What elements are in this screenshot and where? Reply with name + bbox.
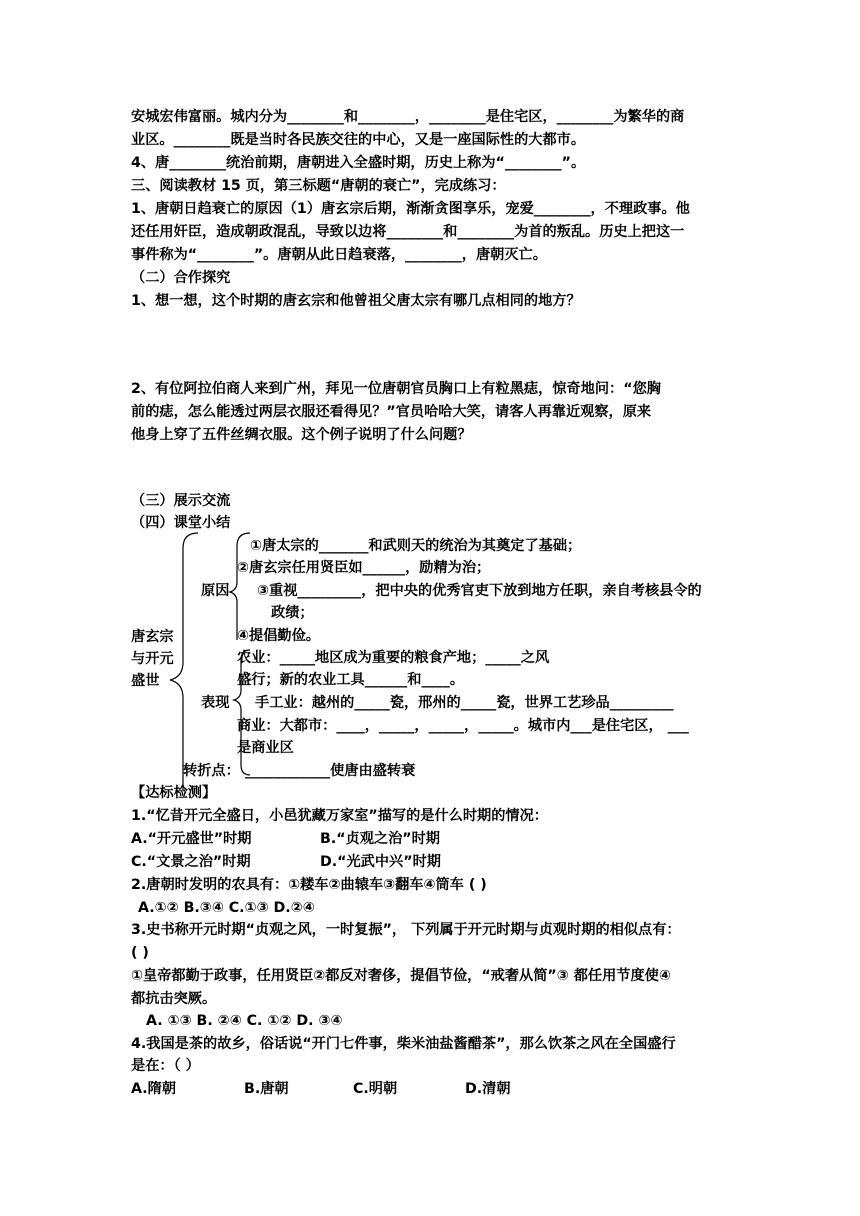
- text-line: 还任用奸臣，造成朝政混乱，导致以边将________和________为首的叛乱。历史上把这一: [131, 224, 685, 240]
- question-2-line: 他身上穿了五件丝绸衣服。这个例子说明了什么问题？: [131, 427, 472, 443]
- show-label: 表现: [201, 695, 230, 711]
- cause-item: ②唐玄宗任用贤臣如______，励精为治；: [237, 560, 491, 576]
- option-b: B.唐朝: [244, 1081, 289, 1097]
- text-line: 三、阅读教材 15 页，第三标题“唐朝的衰亡”，完成练习：: [131, 178, 506, 194]
- test-question-3-line: ①皇帝都勤于政事，任用贤臣②都反对奢侈，提倡节俭，“戒奢从简”③ 都任用节度使④: [131, 968, 671, 984]
- question-2-line: 前的痣，怎么能透过两层衣服还看得见？”官员哈哈大笑，请客人再靠近观察，原来: [131, 404, 652, 420]
- text-line: 4、唐________统治前期，唐朝进入全盛时期，历史上称为“________”。: [131, 155, 586, 171]
- section-heading: （二）合作探究: [131, 270, 231, 286]
- option-a: A.“开元盛世”时期: [131, 831, 252, 847]
- test-title: 【达标检测】: [131, 785, 217, 801]
- test-question-1: 1.“忆昔开元全盛日，小邑犹藏万家室”描写的是什么时期的情况：: [131, 808, 548, 824]
- test-question-4-line: 是在：（ ）: [131, 1058, 200, 1074]
- question-2-line: 2、有位阿拉伯商人来到广州，拜见一位唐朝官员胸口上有粒黑痣，惊奇地问：“您胸: [131, 381, 661, 397]
- cause-label: 原因: [201, 583, 230, 599]
- question-1: 1、想一想，这个时期的唐玄宗和他曾祖父唐太宗有哪几点相同的地方？: [131, 293, 581, 309]
- test-question-3-bracket: ( ): [131, 945, 149, 961]
- cause-item: ①唐太宗的_______和武则天的统治为其奠定了基础；: [250, 538, 582, 554]
- option-d: D.“光武中兴”时期: [320, 854, 441, 870]
- show-item: 农业：_____地区成为重要的粮食产地；_____之风: [237, 650, 550, 666]
- test-question-4: 4.我国是茶的故乡，俗话说“开门七件事，柴米油盐酱醋茶”，那么饮茶之风在全国盛行: [131, 1036, 676, 1052]
- summary-root-line: 唐玄宗: [131, 629, 174, 645]
- test-question-2: 2.唐朝时发明的农具有：①耧车②曲辕车③翻车④筒车 ( ): [131, 877, 487, 893]
- turning-point-text: ____________使唐由盛转衰: [245, 763, 416, 779]
- section-4-heading: （四）课堂小结: [131, 515, 231, 531]
- option-c: C.“文景之治”时期: [131, 854, 251, 870]
- text-line: 1、唐朝日趋衰亡的原因（1）唐玄宗后期，渐渐贪图享乐，宠爱________，不理政事。他: [131, 201, 690, 217]
- text-line: 安城宏伟富丽。城内分为________和________，________是住宅区，________为繁华的商: [131, 109, 685, 125]
- test-question-2-options: A.①② B.③④ C.①③ D.②④: [138, 900, 315, 916]
- cause-item: ④提倡勤俭。: [237, 628, 320, 644]
- show-item: 手工业：越州的_____瓷，邢州的_____瓷，世界工艺珍品_________: [255, 695, 674, 711]
- summary-root-line: 与开元: [131, 651, 174, 667]
- option-d: D.清朝: [465, 1081, 511, 1097]
- show-item: 商业：大都市：____，_____，_____，_____。城市内___是住宅区， ___: [237, 718, 689, 734]
- text-line: 业区。________既是当时各民族交往的中心，又是一座国际性的大都市。: [131, 132, 586, 148]
- summary-root-line: 盛世: [131, 673, 160, 689]
- test-question-3-options: A. ①③ B. ②④ C. ①② D. ③④: [146, 1013, 343, 1029]
- test-question-3: 3.史书称开元时期“贞观之风，一时复振”， 下列属于开元时期与贞观时期的相似点有：: [131, 922, 681, 938]
- show-item: 是商业区: [237, 740, 294, 756]
- option-a: A.隋朝: [131, 1081, 177, 1097]
- cause-item: ③重视_________，把中央的优秀官吏下放到地方任职，亲自考核县令的: [257, 583, 702, 599]
- turning-point-label: 转折点：: [183, 763, 240, 779]
- show-item: 盛行；新的农业工具______和____。: [237, 672, 465, 688]
- test-question-3-line: 都抗击突厥。: [131, 991, 217, 1007]
- cause-item: 政绩；: [271, 605, 314, 621]
- section-3-heading: （三）展示交流: [131, 493, 231, 509]
- text-line: 事件称为“________”。唐朝从此日趋衰落，________，唐朝灭亡。: [131, 247, 547, 263]
- option-b: B.“贞观之治”时期: [320, 831, 440, 847]
- option-c: C.明朝: [353, 1081, 398, 1097]
